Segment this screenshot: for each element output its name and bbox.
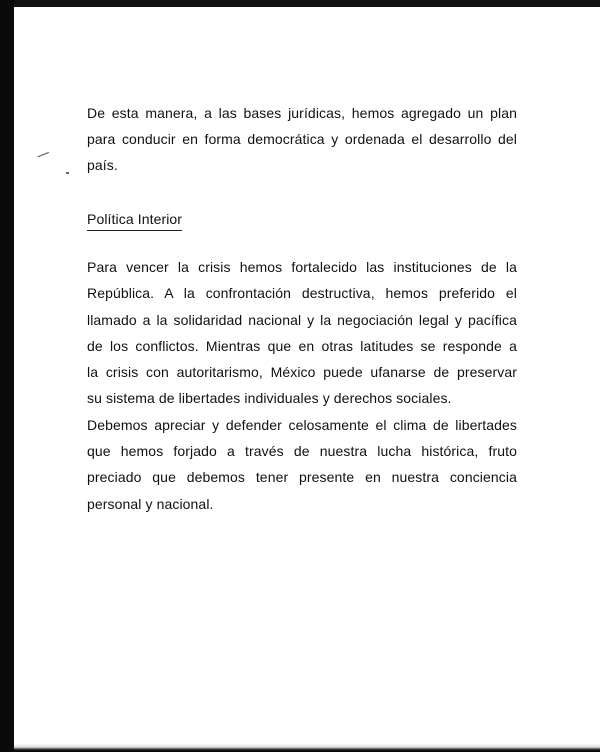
text-line: República. A la confrontación destructiva, hemos preferido el — [87, 285, 517, 302]
text-line: Para vencer la crisis hemos fortalecido las instituciones de la — [87, 259, 517, 275]
document-page — [87, 100, 517, 517]
paragraph-politica-interior — [87, 254, 517, 517]
scan-border-left — [0, 0, 14, 752]
paragraph-intro — [87, 100, 517, 178]
text-line: De esta manera, a las bases jurídicas, hemos agregado un plan — [87, 105, 517, 121]
text-line: llamado a la solidaridad nacional y la negociación legal y pacífica — [87, 311, 517, 328]
text-line: preciado que debemos tener presente en nuestra conciencia — [87, 469, 517, 486]
scan-border-top — [14, 0, 600, 7]
text-line: país. — [87, 157, 118, 173]
text-line: la crisis con autoritarismo, México puede ufanarse de preservar — [87, 364, 517, 381]
section-heading: Política Interior — [87, 208, 182, 231]
text-line: Debemos apreciar y defender celosamente el clima de libertades — [87, 416, 517, 433]
text-line: que hemos forjado a través de nuestra lucha histórica, fruto — [87, 443, 517, 460]
text-line: personal y nacional. — [87, 495, 214, 512]
text-line: para conducir en forma democrática y ordenada el desarrollo del — [87, 131, 517, 147]
text-line: su sistema de libertades individuales y derechos sociales. — [87, 390, 452, 407]
scan-border-bottom — [14, 744, 600, 752]
scan-artifact-mark — [38, 152, 51, 161]
text-line: de los conflictos. Mientras que en otras latitudes se responde a — [87, 337, 517, 354]
scan-artifact-dot — [66, 172, 69, 174]
